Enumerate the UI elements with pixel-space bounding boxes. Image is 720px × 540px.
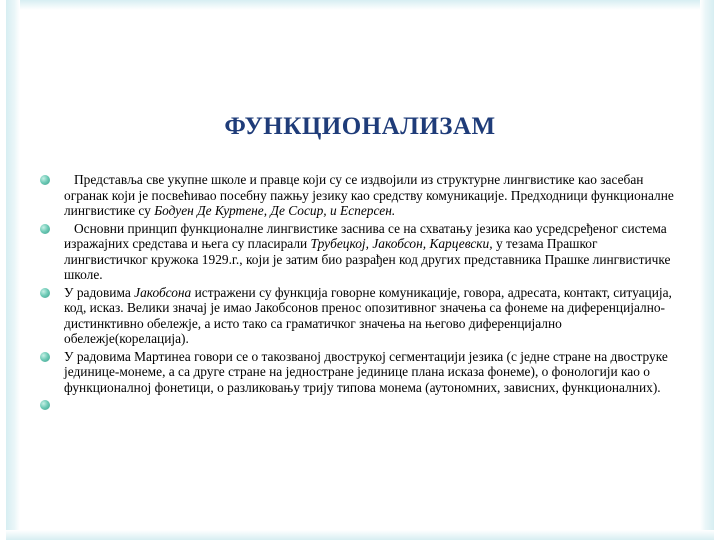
bullet-2-text: Основни принцип функционалне лингвистике заснива се на схватању језика као усредсређеног система изражајних средстава и њега су пласирали: [64, 220, 667, 251]
bullet-list: [40, 172, 675, 415]
bullet-3-text: У радовима: [64, 284, 135, 300]
bullet-dot-icon: [40, 175, 50, 185]
bullet-3-tail: истражени су функција говорне комуникације, говора, адресата, контакт, ситуација, код, исказ. Велики значај је имао Јакобсонов пренос опозитивног значења са фонеме на диференцијално-дистинктивно обележје, а исто тако са граматичког значења на његово диференцијално обележје(корелација).: [64, 284, 672, 346]
bullet-dot-icon: [40, 352, 50, 362]
bullet-dot-icon: [40, 400, 50, 410]
frame-bottom-border: [6, 530, 714, 540]
bullet-item-4: [40, 349, 675, 396]
bullet-1-text: Представља све укупне школе и правце који су се издвојили из структурне лингвистике као засебан огранак који је посвећивао посебну пажњу језику као средству комуникације. Предходници функционалне лингвистике су: [64, 172, 674, 218]
bullet-3-names: Јакобсона: [134, 284, 192, 300]
bullet-item-empty: [40, 397, 675, 413]
frame-left-border: [6, 0, 20, 540]
bullet-2-tail: у тезама Прашког лингвистичког кружока 1929.г., који је затим био разрађен код других представника Прашке лингвистичке школе.: [64, 236, 671, 282]
bullet-dot-icon: [40, 288, 50, 298]
bullet-item-2: [40, 221, 675, 283]
bullet-4-text: У радовима Мартинеа говори се о такозваној двострукој сегментацији језика (с једне стране на двоструке јединице-монеме, а са друге стране на једностране јединице плана исказа фонеме), о фонологији као о функционалној фонетици, о разликовању трију типова монема (аутономних, зависних, функционалних).: [64, 348, 668, 395]
bullet-1-names: Бодуен Де Куртене, Де Сосир, и Есперсен.: [154, 203, 396, 218]
slide-title: ФУНКЦИОНАЛИЗАМ: [224, 113, 496, 140]
bullet-item-3: [40, 285, 675, 347]
frame-right-border: [700, 0, 714, 540]
bullet-item-1: [40, 172, 675, 219]
frame-top-border: [6, 0, 714, 10]
bullet-2-names: Трубецкој, Јакобсон, Карцевски,: [310, 236, 493, 251]
bullet-dot-icon: [40, 224, 50, 234]
